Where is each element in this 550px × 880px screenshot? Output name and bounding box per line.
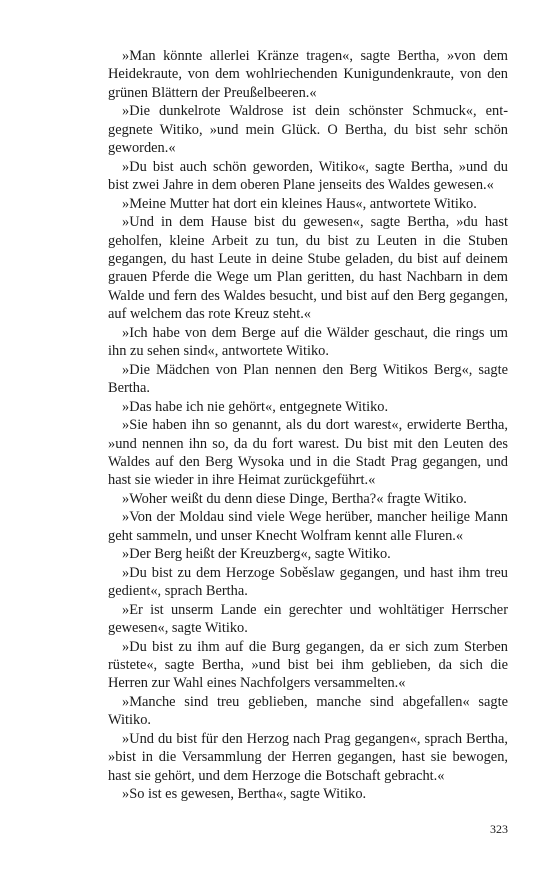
- paragraph: »Die Mädchen von Plan nennen den Berg Witikos Berg«, sagte Bertha.: [108, 361, 508, 397]
- paragraph: »So ist es gewesen, Bertha«, sagte Witiko.: [122, 786, 367, 803]
- page-number: 323: [490, 822, 508, 836]
- paragraph: »Und in dem Hause bist du gewesen«, sagte Bertha, »du hast geholfen, kleine Arbeit zu tun, du bist zu Leuten in die Stuben gegangen, du hast Leute in deine Stube geladen, du bist auf deinem grauen Pferde die Wege um Plan geritten, du hast Nachbarn in dem Walde und fern des Waldes besucht, und bist auf den Berg gegangen, auf welchem das rote Kreuz steht.«: [108, 214, 508, 323]
- paragraph: »Sie haben ihn so genannt, als du dort warest«, erwiderte Bertha, »und nennen ihn so, da du fort warest. Du bist mit den Leuten des Waldes auf den Berg Wysoka und in die Stadt Prag gegangen, und hast sie wieder in ihre Heimat zurückgeführt.«: [108, 417, 508, 489]
- paragraph: »Woher weißt du denn diese Dinge, Bertha?« fragte Witiko.: [122, 490, 467, 507]
- paragraph: »Meine Mutter hat dort ein kleines Haus«, antwortete Witiko.: [122, 195, 477, 212]
- paragraph: »Er ist unserm Lande ein gerechter und wohltätiger Herrscher gewesen«, sagte Witiko.: [108, 601, 508, 637]
- paragraph: »Du bist zu dem Herzoge Soběslaw gegangen, und hast ihm treu gedient«, sprach Bertha.: [108, 564, 508, 600]
- paragraph: »Man könnte allerlei Kränze tragen«, sagte Bertha, »von dem Heidekraute, von dem wohlriechenden Kunigundenkraute, von den grünen Blättern der Preußelbeeren.«: [108, 48, 508, 101]
- paragraph: »Ich habe von dem Berge auf die Wälder geschaut, die rings um ihn zu sehen sind«, antwortete Witiko.: [108, 324, 508, 360]
- paragraph: »Von der Moldau sind viele Wege herüber, mancher heilige Mann geht sammeln, und unser Knecht Wolfram kennt alle Fluren.«: [108, 509, 508, 544]
- paragraph: »Und du bist für den Herzog nach Prag gegangen«, sprach Bertha, »bist in die Versammlung der Herren gegangen, hast sie bewogen, hast sie gehört, und dem Herzoge die Botschaft gebracht.«: [108, 730, 508, 784]
- body-text: [108, 47, 508, 804]
- paragraph: »Das habe ich nie gehört«, entgegnete Witiko.: [122, 398, 389, 415]
- paragraph: »Manche sind treu geblieben, manche sind abgefallen« sagte Witiko.: [108, 693, 508, 729]
- paragraph: »Der Berg heißt der Kreuzberg«, sagte Witiko.: [122, 546, 391, 563]
- paragraph: »Du bist zu ihm auf die Burg gegangen, da er sich zum Sterben rüstete«, sagte Bertha, »und bist bei ihm geblieben, da sich die Herren zur Wahl eines Nachfolgers versammelten.«: [108, 638, 508, 692]
- paragraph: »Die dunkelrote Waldrose ist dein schönster Schmuck«, entgegnete Witiko, »und mein Glück. O Bertha, du bist sehr schön geworden.«: [108, 103, 508, 157]
- paragraph: »Du bist auch schön geworden, Witiko«, sagte Bertha, »und du bist zwei Jahre in dem oberen Plane jenseits des Waldes gewesen.«: [108, 158, 508, 194]
